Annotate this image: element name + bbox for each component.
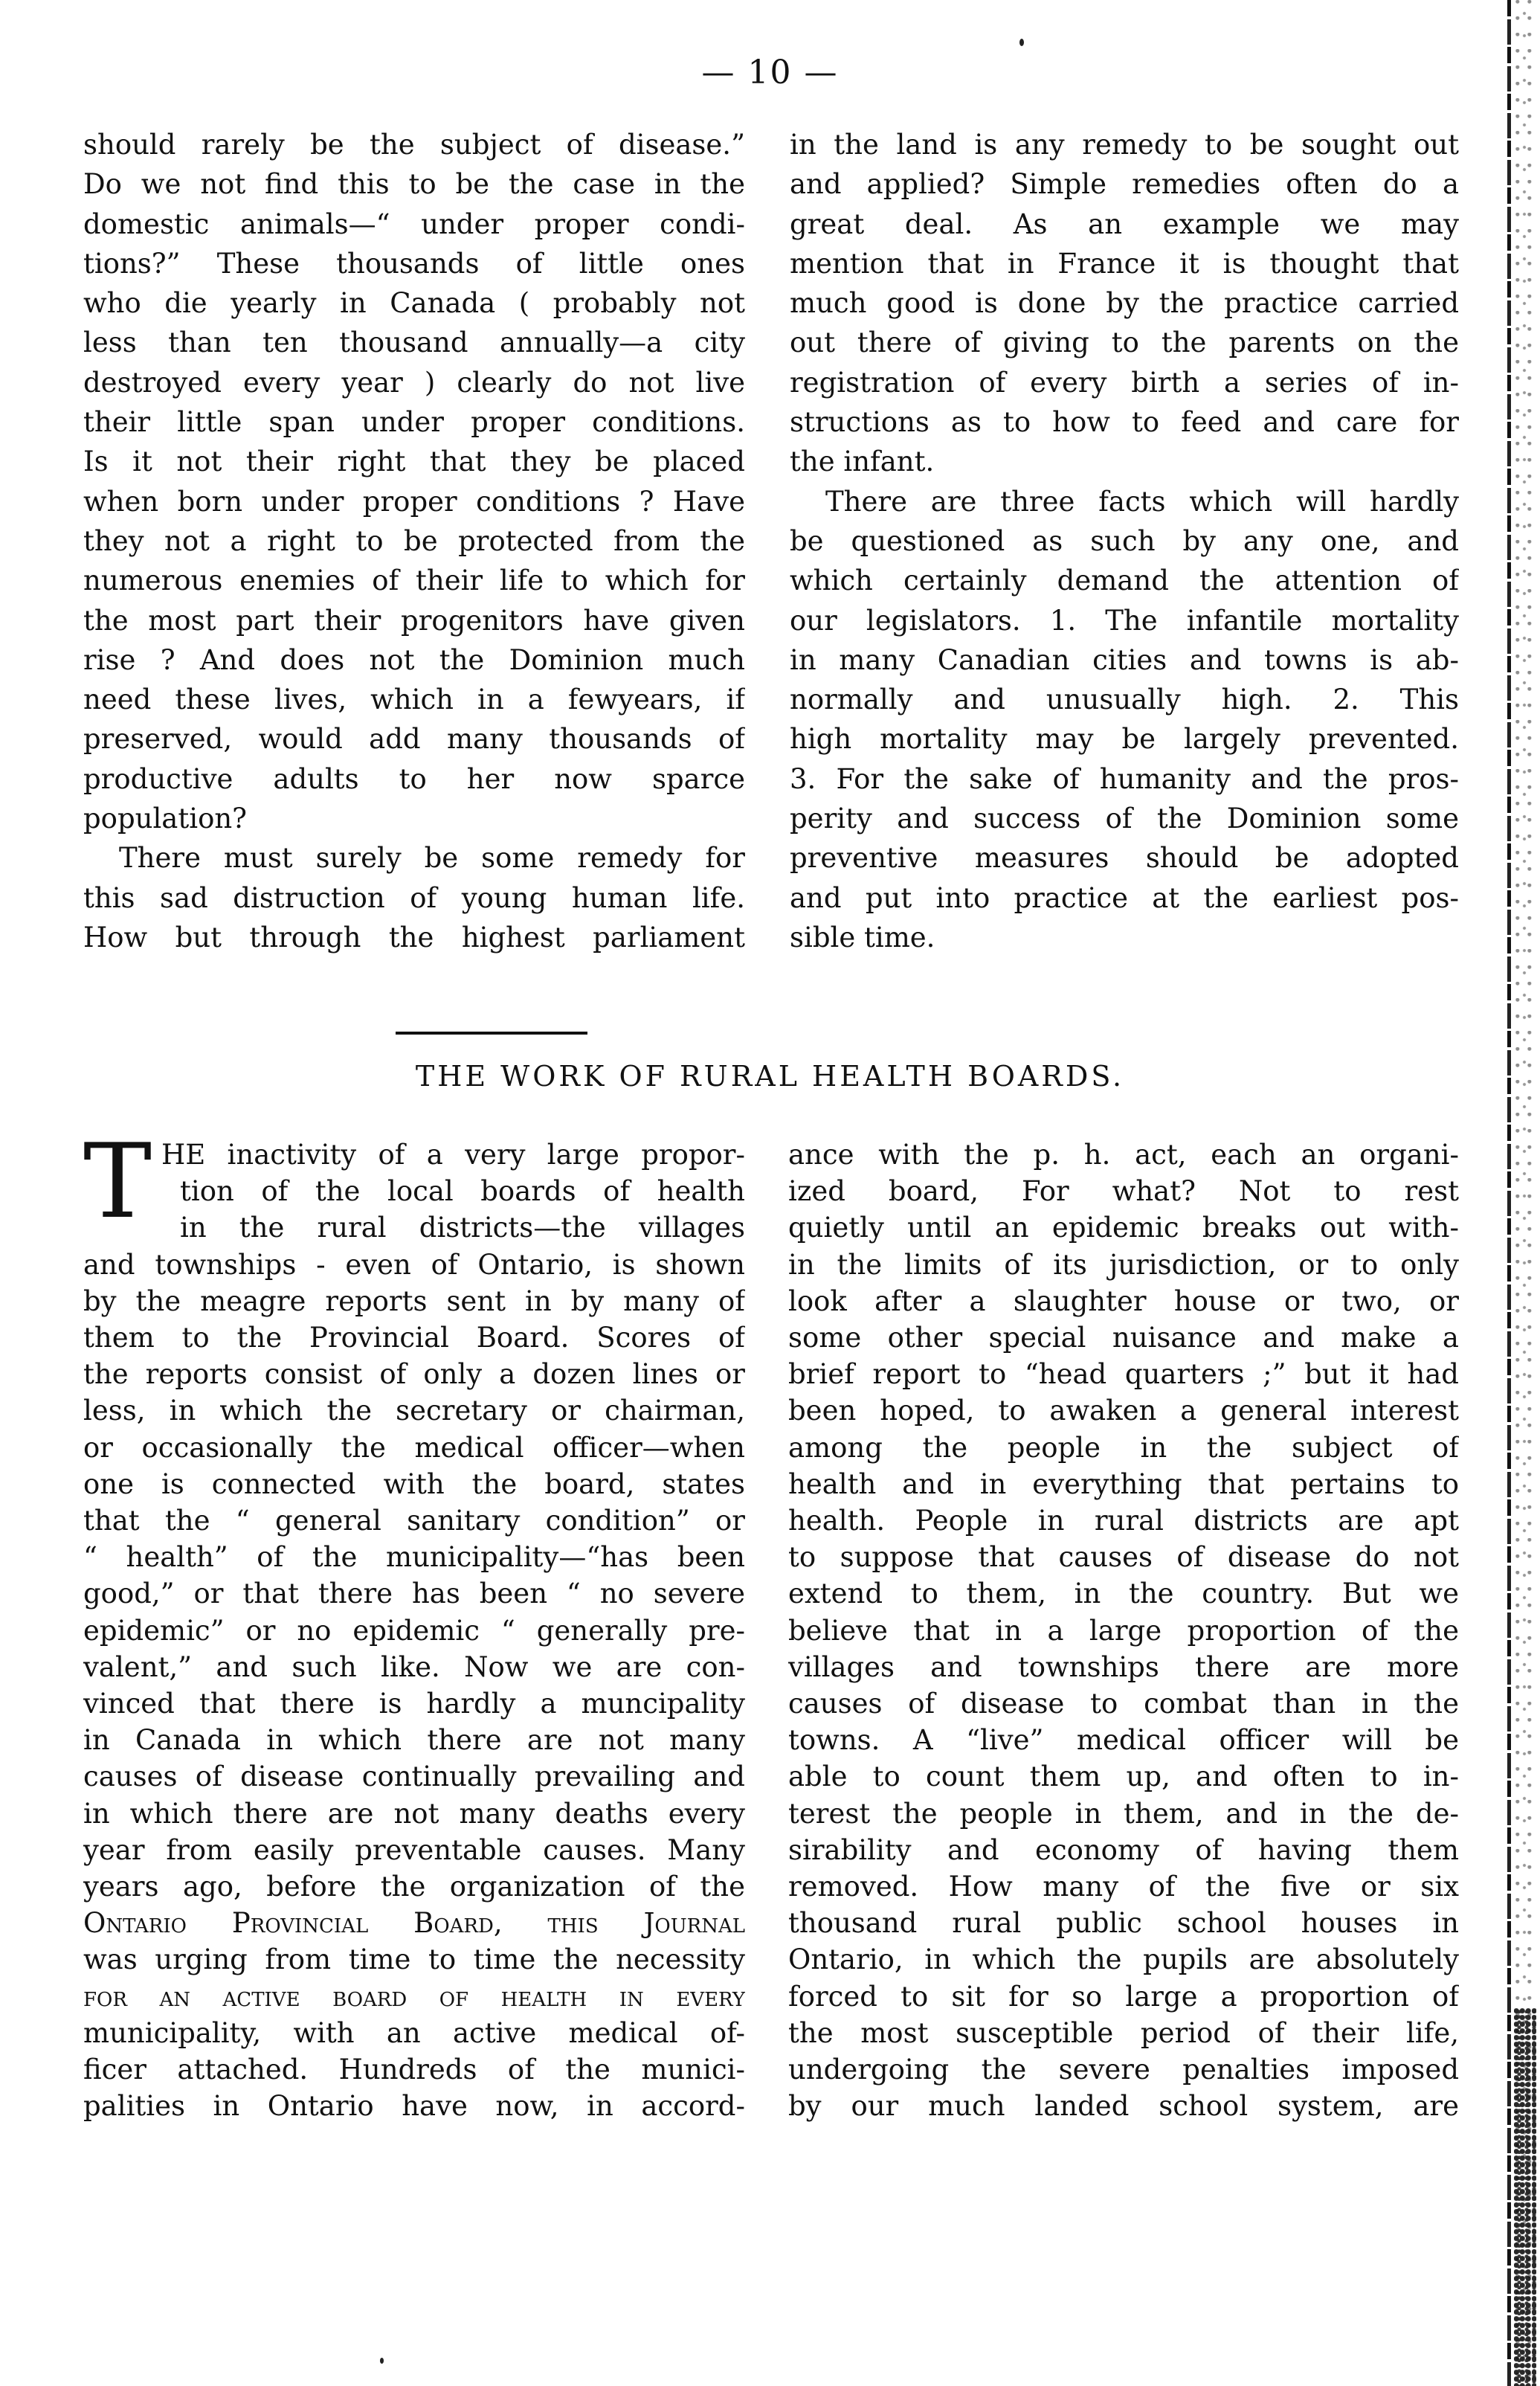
text-line: forced to sit for so large a proportion of xyxy=(788,1980,1459,2013)
print-speck xyxy=(1019,39,1024,46)
text-line: some other special nuisance and make a xyxy=(788,1322,1459,1354)
text-line: who die yearly in Canada ( probably not xyxy=(83,287,745,320)
text-line: and townships - even of Ontario, is shown xyxy=(83,1248,745,1281)
text-line: in the rural districts—the villages xyxy=(180,1212,745,1244)
text-line: that the “ general sanitary condition” or xyxy=(83,1505,745,1537)
text-line: when born under proper conditions ? Have xyxy=(83,485,745,518)
text-line: health and in everything that pertains to xyxy=(788,1467,1459,1500)
text-line: them to the Provincial Board. Scores of xyxy=(83,1322,745,1354)
text-line: look after a slaughter house or two, or xyxy=(788,1284,1459,1317)
text-line: be questioned as such by any one, and xyxy=(790,524,1459,557)
text-line: mention that in France it is thought that xyxy=(790,247,1459,280)
text-line: palities in Ontario have now, in accord- xyxy=(83,2090,745,2123)
text-line: high mortality may be largely prevented. xyxy=(790,723,1459,756)
text-line: ized board, For what? Not to rest xyxy=(788,1175,1459,1208)
text-line: Do we not find this to be the case in the xyxy=(83,168,745,201)
text-line: the infant. xyxy=(790,446,935,478)
text-line: numerous enemies of their life to which for xyxy=(83,565,745,597)
text-line: great deal. As an example we may xyxy=(790,208,1459,240)
text-line: domestic animals—“ under proper condi- xyxy=(83,208,745,240)
text-line: one is connected with the board, states xyxy=(83,1467,745,1500)
text-line: perity and success of the Dominion some xyxy=(790,803,1459,835)
text-line: extend to them, in the country. But we xyxy=(788,1578,1459,1610)
scan-noise xyxy=(1514,2008,1536,2386)
text-line: productive adults to her now sparce xyxy=(83,762,745,795)
text-line: 3. For the sake of humanity and the pros- xyxy=(790,762,1459,795)
text-line: their little span under proper conditions. xyxy=(83,406,745,439)
text-line: in the land is any remedy to be sought out xyxy=(790,129,1459,161)
text-line: tions?” These thousands of little ones xyxy=(83,247,745,280)
text-line: destroyed every year ) clearly do not live xyxy=(83,366,745,399)
text-line: structions as to how to feed and care for xyxy=(790,406,1459,439)
text-line: was urging from time to time the necessity xyxy=(83,1943,745,1976)
text-line: in the limits of its jurisdiction, or to only xyxy=(788,1248,1459,1281)
text-line: to suppose that causes of disease do not xyxy=(788,1541,1459,1574)
text-line: registration of every birth a series of in- xyxy=(790,366,1459,399)
text-line: sible time. xyxy=(790,921,935,954)
text-line: “ health” of the municipality—“has been xyxy=(83,1541,745,1574)
page-binding-edge xyxy=(1507,0,1511,2386)
text-line: able to count them up, and often to in- xyxy=(788,1760,1459,1793)
text-line: or occasionally the medical officer—when xyxy=(83,1431,745,1464)
text-line: the most part their progenitors have given xyxy=(83,604,745,637)
text-line: valent,” and such like. Now we are con- xyxy=(83,1650,745,1683)
article-title: THE WORK OF RURAL HEALTH BOARDS. xyxy=(415,1060,1125,1093)
page-number: — 10 — xyxy=(701,54,839,91)
text-line: preserved, would add many thousands of xyxy=(83,723,745,756)
text-line: undergoing the severe penalties imposed xyxy=(788,2054,1459,2086)
text-line: HE inactivity of a very large propor- xyxy=(161,1139,745,1171)
print-speck xyxy=(380,2358,384,2364)
text-line: in which there are not many deaths every xyxy=(83,1797,745,1830)
text-line: should rarely be the subject of disease.” xyxy=(83,129,745,161)
text-line: normally and unusually high. 2. This xyxy=(790,684,1459,716)
text-line: which certainly demand the attention of xyxy=(790,565,1459,597)
text-line: quietly until an epidemic breaks out with- xyxy=(788,1212,1459,1244)
top-right-column xyxy=(790,125,1459,957)
text-line: the most susceptible period of their life, xyxy=(788,2016,1459,2049)
text-line: epidemic” or no epidemic “ generally pre- xyxy=(83,1614,745,1647)
text-line: year from easily preventable causes. Many xyxy=(83,1833,745,1866)
text-line: much good is done by the practice carried xyxy=(790,287,1459,320)
text-line: removed. How many of the five or six xyxy=(788,1871,1459,1903)
text-line: in many Canadian cities and towns is ab- xyxy=(790,643,1459,676)
text-line: vinced that there is hardly a muncipality xyxy=(83,1688,745,1720)
text-line: tion of the local boards of health xyxy=(180,1175,745,1208)
text-line: less, in which the secretary or chairman, xyxy=(83,1395,745,1427)
text-line: and put into practice at the earliest pos- xyxy=(790,881,1459,914)
drop-cap: T xyxy=(83,1122,152,1241)
text-line: municipality, with an active medical of- xyxy=(83,2016,745,2049)
text-line: this sad distruction of young human life. xyxy=(83,881,745,914)
top-left-column xyxy=(83,125,745,957)
text-line: villages and townships there are more xyxy=(788,1650,1459,1683)
text-line: How but through the highest parliament xyxy=(83,921,745,954)
text-line: preventive measures should be adopted xyxy=(790,842,1459,875)
text-line: Ontario, in which the pupils are absolutely xyxy=(788,1943,1459,1976)
text-line: among the people in the subject of xyxy=(788,1431,1459,1464)
text-line: causes of disease to combat than in the xyxy=(788,1688,1459,1720)
text-line: by the meagre reports sent in by many of xyxy=(83,1284,745,1317)
text-line: ance with the p. h. act, each an organi- xyxy=(788,1139,1459,1171)
text-line: good,” or that there has been “ no severe xyxy=(83,1578,745,1610)
paragraph-start-line: There must surely be some remedy for xyxy=(119,842,745,875)
text-line: population? xyxy=(83,803,248,835)
text-line: believe that in a large proportion of the xyxy=(788,1614,1459,1647)
text-line: and applied? Simple remedies often do a xyxy=(790,168,1459,201)
text-line: thousand rural public school houses in xyxy=(788,1907,1459,1940)
text-line: need these lives, which in a fewyears, if xyxy=(83,684,745,716)
text-line: sirability and economy of having them xyxy=(788,1833,1459,1866)
text-line: brief report to “head quarters ;” but it had xyxy=(788,1358,1459,1391)
text-line: ficer attached. Hundreds of the munici- xyxy=(83,2054,745,2086)
text-line: towns. A “live” medical officer will be xyxy=(788,1724,1459,1757)
text-line: they not a right to be protected from the xyxy=(83,524,745,557)
text-line: years ago, before the organization of the xyxy=(83,1871,745,1903)
text-line: out there of giving to the parents on the xyxy=(790,327,1459,359)
text-line: for an active board of health in every xyxy=(83,1980,745,2013)
text-line: Ontario Provincial Board, this Journal xyxy=(83,1907,745,1940)
text-line: been hoped, to awaken a general interest xyxy=(788,1395,1459,1427)
text-line: by our much landed school system, are xyxy=(788,2090,1459,2123)
article-right-column xyxy=(788,1136,1459,2124)
section-divider-rule xyxy=(396,1032,587,1035)
text-line: the reports consist of only a dozen lines or xyxy=(83,1358,745,1391)
text-line: rise ? And does not the Dominion much xyxy=(83,643,745,676)
text-line: terest the people in them, and in the de- xyxy=(788,1797,1459,1830)
text-line: causes of disease continually prevailing and xyxy=(83,1760,745,1793)
text-line: less than ten thousand annually—a city xyxy=(83,327,745,359)
paragraph-start-line: There are three facts which will hardly xyxy=(825,485,1459,518)
text-line: our legislators. 1. The infantile mortality xyxy=(790,604,1459,637)
article-left-column xyxy=(83,1136,745,2124)
text-line: Is it not their right that they be placed xyxy=(83,446,745,478)
text-line: in Canada in which there are not many xyxy=(83,1724,745,1757)
text-line: health. People in rural districts are apt xyxy=(788,1505,1459,1537)
